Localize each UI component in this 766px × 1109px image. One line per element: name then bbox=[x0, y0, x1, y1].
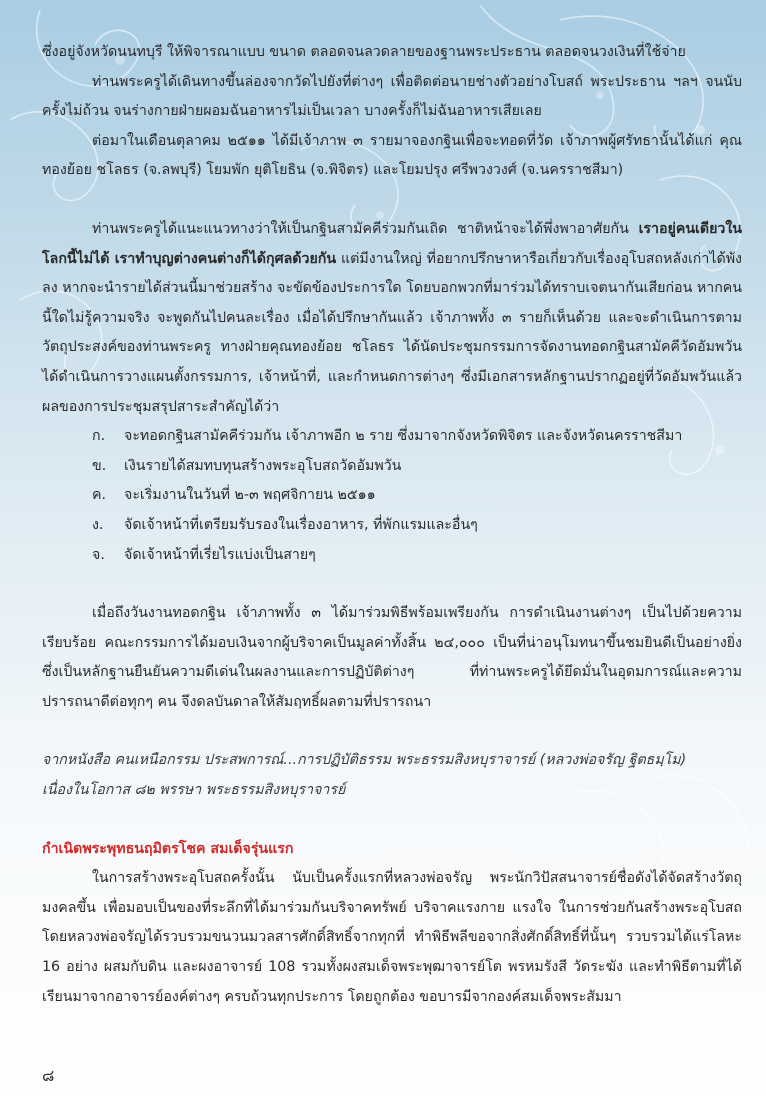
list-marker: ง. bbox=[92, 516, 104, 533]
paragraph-6: ในการสร้างพระอุโบสถครั้งนั้น นับเป็นครั้งแรกที่หลวงพ่อจรัญ พระนักวิปัสสนาจารย์ชื่อดังได้จัดสร้างวัตถุมงคลขึ้น เพื่อมอบเป็นของที่ระลึกที่ได้มาร่วมกันบริจาคทรัพย์ บริจาคแรงกาย แรงใจ ในการช่วยกันสร้างพระอุโบสถ โดยหลวงพ่อจรัญได้รวบรวมขนวนมวลสารศักดิ์สิทธิ์จากทุกที่ ทำพิธีพลีขอจากสิ่งศักดิ์สิทธิ์ที่นั้นๆ รวบรวมได้แร่โลหะ 16 อย่าง ผสมกับดิน และผงอาจารย์ 108 รวมทั้งผงสมเด็จพระพุฒาจารย์โต พรหมรังสี วัดระฆัง และทำพิธีตามที่ได้เรียนมาจากอาจารย์องค์ต่างๆ ครบถ้วนทุกประการ โดยถูกต้อง ขอบารมีจากองค์สมเด็จพระสัมมา bbox=[42, 870, 742, 1005]
paragraph-5: เมื่อถึงวันงานทอดกฐิน เจ้าภาพทั้ง ๓ ได้มาร่วมพิธีพร้อมเพรียงกัน การดำเนินงานต่างๆ เป็นไปด้วยความเรียบร้อย คณะกรรมการได้มอบเงินจากผู้บริจาคเป็นมูลค่าทั้งสิ้น ๒๔,๐๐๐ เป็นที่น่าอนุโมทนาขึ้นชมยินดีเป็นอย่างยิ่ง ซึ่งเป็นหลักฐานยืนยันความดีเด่นในผลงานและการปฏิบัติต่างๆ ที่ท่านพระครูได้ยึดมั่นในอุดมการณ์และความปรารถนาดีต่อทุกๆ คน จึงดลบันดาลให้สัมฤทธิ์ผลตามที่ปรารถนา bbox=[42, 605, 742, 710]
list-marker: ก. bbox=[92, 428, 106, 445]
list-marker: ค. bbox=[92, 487, 107, 504]
list-text: เงินรายได้สมทบทุนสร้างพระอุโบสถวัดอัมพวัน bbox=[124, 457, 402, 474]
paragraph-4-part-1: ท่านพระครูได้แนะแนวทางว่าให้เป็นกฐินสามัคคีร่วมกันเถิด ชาติหน้าจะได้พึ่งพาอาศัยกัน bbox=[92, 220, 639, 237]
source-citation-line-2: เนื่องในโอกาส ๘๒ พรรษา พระธรรมสิงหบุราจารย์ bbox=[42, 782, 346, 799]
paragraph-1: ซึ่งอยู่จังหวัดนนทบุรี ให้พิจารณาแบบ ขนาด ตลอดจนลวดลายของฐานพระประธาน ตลอดจนวงเงินที่ใช้จ่าย bbox=[42, 44, 686, 60]
meeting-summary-list bbox=[42, 422, 742, 570]
list-item bbox=[92, 452, 742, 482]
paragraph-4 bbox=[42, 215, 742, 422]
list-item bbox=[92, 481, 742, 511]
source-citation-line-1: จากหนังสือ คนเหนือกรรม ประสพการณ์...การปฏิบัติธรรม พระธรรมสิงหบุราจารย์ (หลวงพ่อจรัญ ฐิตธมฺโม) bbox=[42, 752, 687, 769]
list-item bbox=[92, 541, 742, 571]
list-text: จะทอดกฐินสามัคคีร่วมกัน เจ้าภาพอีก ๒ ราย ซึ่งมาจากจังหวัดพิจิตร และจังหวัดนครราชสีมา bbox=[124, 428, 683, 445]
section-heading: กำเนิดพระพุทธนฤมิตรโชค สมเด็จรุ่นแรก bbox=[42, 840, 294, 857]
page-content bbox=[42, 38, 742, 1012]
list-marker: ข. bbox=[92, 457, 107, 474]
list-text: จัดเจ้าหน้าที่เตรียมรับรองในเรื่องอาหาร, ที่พักแรมและอื่นๆ bbox=[124, 516, 478, 533]
list-item bbox=[92, 422, 742, 452]
page-number: ๘ bbox=[42, 1066, 55, 1085]
list-text: จัดเจ้าหน้าที่เรี่ยไรแบ่งเป็นสายๆ bbox=[124, 546, 316, 563]
list-text: จะเริ่มงานในวันที่ ๒-๓ พฤศจิกายน ๒๕๑๑ bbox=[124, 487, 376, 504]
list-marker: จ. bbox=[92, 546, 105, 563]
paragraph-4-part-2: แต่มีงานใหญ่ ที่อยากปรึกษาหารือเกี่ยวกับเรื่องอุโบสถหลังเก่าได้พังลง หากจะนำรายได้ส่วนนี้มาช่วยสร้าง จะขัดข้องประการใด โดยบอกพวกที่มาร่วมได้ทราบเจตนากันเสียก่อน หากคนนี้ใดไม่รู้ความจริง จะพูดกันไปคนละเรื่อง เมื่อได้ปรึกษากันแล้ว เจ้าภาพทั้ง ๓ รายก็เห็นด้วย และจะดำเนินการตามวัตถุประสงค์ของท่านพระครู ทางฝ่ายคุณทองย้อย ชโลธร ได้นัดประชุมกรรมการจัดงานทอดกฐินสามัคคีวัดอัมพวัน ได้ดำเนินการวางแผนตั้งกรรมการ, เจ้าหน้าที่, และกำหนดการต่างๆ ซึ่งมีเอกสารหลักฐานปรากฏอยู่ที่วัดอัมพวันแล้ว ผลของการประชุมสรุปสาระสำคัญได้ว่า bbox=[42, 250, 742, 415]
paragraph-3: ต่อมาในเดือนตุลาคม ๒๕๑๑ ได้มีเจ้าภาพ ๓ รายมาจองกฐินเพื่อจะทอดที่วัด เจ้าภาพผู้ศรัทธานั้นได้แก่ คุณทองย้อย ชโลธร (จ.ลพบุรี) โยมพัก ยุติโยธิน (จ.พิจิตร) และโยมปรุง ศรีพวงวงศ์ (จ.นครราชสีมา) bbox=[42, 132, 742, 179]
paragraph-4-bold-quote: เราอยู่คนเดียวในโลกนี้ไม่ได้ เราทำบุญต่างคนต่างก็ได้กุศลด้วยกัน bbox=[42, 220, 742, 267]
list-item bbox=[92, 511, 742, 541]
paragraph-2: ท่านพระครูได้เดินทางขึ้นล่องจากวัดไปยังที่ต่างๆ เพื่อติดต่อนายช่างตัวอย่างโบสถ์ พระประธาน ฯลฯ จนนับครั้งไม่ถ้วน จนร่างกายฝ่ายผอมฉันอาหารไม่เป็นเวลา บางครั้งก็ไม่ฉันอาหารเสียเลย bbox=[42, 73, 742, 120]
